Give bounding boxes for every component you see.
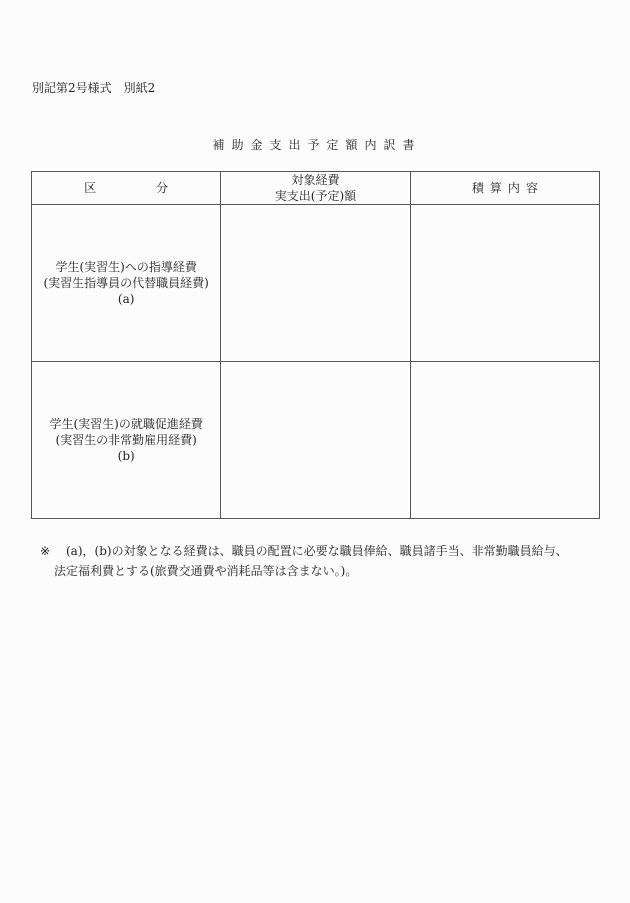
header-category-char1: 区	[84, 181, 97, 195]
row-a-line2: (実習生指導員の代替職員経費)	[43, 276, 209, 290]
row-a-amount-cell[interactable]	[221, 205, 410, 362]
table-row	[32, 362, 600, 519]
document-title: 補助金支出予定額内訳書	[212, 138, 422, 152]
row-a-line1: 学生(実習生)への指導経費	[55, 260, 197, 274]
row-b-amount-cell[interactable]	[221, 362, 410, 519]
footnote-line1	[40, 541, 568, 561]
row-a-details-cell[interactable]	[410, 205, 599, 362]
footnote-line2: 法定福利費とする(旅費交通費や消耗品等は含まない。)。	[54, 564, 358, 578]
footnote	[40, 541, 568, 581]
table-header-row	[32, 172, 600, 205]
header-amount	[221, 172, 410, 205]
form-number-label: 別記第2号様式 別紙2	[32, 81, 156, 95]
header-details	[410, 172, 599, 205]
expense-breakdown-table	[31, 171, 600, 519]
header-amount-line1: 対象経費	[291, 173, 340, 187]
row-a-line3: (a)	[117, 292, 135, 306]
row-b-line3: (b)	[117, 449, 135, 463]
table-row	[32, 205, 600, 362]
row-b-line1: 学生(実習生)の就職促進経費	[49, 417, 203, 431]
row-b-details-cell[interactable]	[410, 362, 599, 519]
row-a-category	[32, 205, 221, 362]
header-category	[32, 172, 221, 205]
row-b-line2: (実習生の非常勤雇用経費)	[55, 433, 197, 447]
header-details-label: 積算内容	[471, 181, 544, 195]
header-amount-line2: 実支出(予定)額	[274, 189, 357, 203]
footnote-text-1: (a)，(b)の対象となる経費は、職員の配置に必要な職員俸給、職員諸手当、非常勤職員給与、	[66, 544, 568, 558]
header-category-char2: 分	[156, 181, 169, 195]
row-b-category	[32, 362, 221, 519]
reference-mark-icon: ※	[40, 544, 51, 558]
